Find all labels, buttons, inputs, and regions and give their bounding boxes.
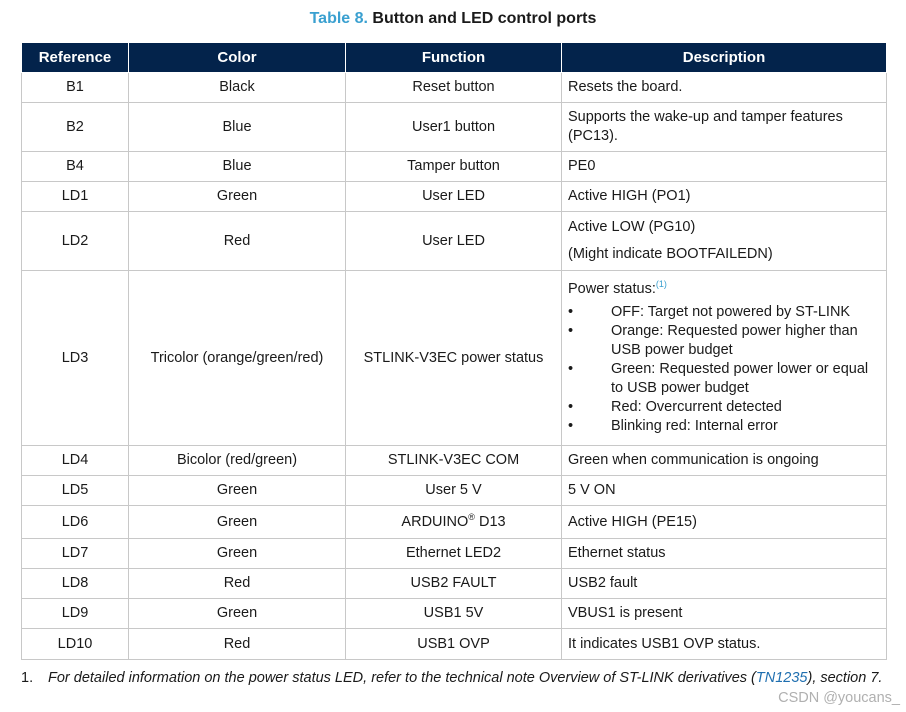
- cell-function: USB1 5V: [346, 599, 562, 629]
- list-item: • Orange: Requested power higher than USB power budget: [568, 322, 880, 360]
- cell-function: User1 button: [346, 103, 562, 152]
- cell-function: Reset button: [346, 73, 562, 103]
- table-row: [22, 152, 887, 182]
- header-row: [22, 43, 887, 73]
- cell-function: Tamper button: [346, 152, 562, 182]
- cell-color: Red: [129, 569, 346, 599]
- cell-description: Ethernet status: [562, 539, 887, 569]
- cell-color: Tricolor (orange/green/red): [129, 271, 346, 446]
- watermark: CSDN @youcans_: [778, 690, 900, 706]
- cell-reference: B2: [22, 103, 129, 152]
- cell-description: Active HIGH (PE15): [562, 506, 887, 539]
- footnote-number: 1.: [21, 670, 34, 686]
- cell-color: Blue: [129, 103, 346, 152]
- cell-reference: B4: [22, 152, 129, 182]
- cell-description: Resets the board.: [562, 73, 887, 103]
- footnote-marker: (1): [655, 279, 667, 290]
- footnote-text-before: For detailed information on the power status LED, refer to the technical note Overview of ST-LINK derivatives (: [48, 670, 756, 686]
- cell-reference: LD4: [22, 446, 129, 476]
- table-row: [22, 73, 887, 103]
- cell-function: [346, 506, 562, 539]
- table-row: [22, 629, 887, 660]
- header-function: Function: [346, 43, 562, 73]
- cell-color: Blue: [129, 152, 346, 182]
- table-row: [22, 271, 887, 446]
- cell-reference: LD9: [22, 599, 129, 629]
- description-line: Active LOW (PG10): [568, 219, 696, 235]
- cell-color: Red: [129, 212, 346, 271]
- cell-function: STLINK-V3EC power status: [346, 271, 562, 446]
- cell-reference: LD6: [22, 506, 129, 539]
- cell-reference: LD10: [22, 629, 129, 660]
- cell-color: Black: [129, 73, 346, 103]
- cell-color: Red: [129, 629, 346, 660]
- cell-reference: B1: [22, 73, 129, 103]
- description-heading-text: Power status:: [568, 281, 656, 297]
- table-row: [22, 476, 887, 506]
- cell-reference: LD2: [22, 212, 129, 271]
- cell-reference: LD3: [22, 271, 129, 446]
- table-row: [22, 103, 887, 152]
- cell-function: USB2 FAULT: [346, 569, 562, 599]
- cell-description: Active HIGH (PO1): [562, 182, 887, 212]
- registered-mark: ®: [468, 511, 475, 522]
- list-item: • Green: Requested power lower or equal to USB power budget: [568, 360, 880, 398]
- table-row: [22, 506, 887, 539]
- cell-color: Green: [129, 539, 346, 569]
- tn1235-link[interactable]: TN1235: [755, 670, 808, 686]
- cell-description: 5 V ON: [562, 476, 887, 506]
- function-suffix: D13: [474, 513, 506, 530]
- table-number: Table 8.: [309, 10, 368, 27]
- cell-reference: LD8: [22, 569, 129, 599]
- control-ports-table: [21, 42, 887, 660]
- cell-function: User LED: [346, 182, 562, 212]
- cell-description: [562, 212, 887, 271]
- cell-color: Green: [129, 476, 346, 506]
- footnote-text: [48, 668, 886, 688]
- cell-function: Ethernet LED2: [346, 539, 562, 569]
- table-row: [22, 212, 887, 271]
- cell-description: Green when communication is ongoing: [562, 446, 887, 476]
- function-text: ARDUINO: [401, 513, 469, 530]
- cell-description: [562, 271, 887, 446]
- power-status-list: [568, 303, 880, 436]
- table-row: [22, 539, 887, 569]
- cell-color: Green: [129, 182, 346, 212]
- cell-description: VBUS1 is present: [562, 599, 887, 629]
- cell-function: User 5 V: [346, 476, 562, 506]
- cell-reference: LD1: [22, 182, 129, 212]
- cell-function: USB1 OVP: [346, 629, 562, 660]
- table-caption: [0, 10, 906, 28]
- header-description: Description: [562, 43, 887, 73]
- table-row: [22, 446, 887, 476]
- list-item: • Red: Overcurrent detected: [568, 398, 880, 417]
- header-color: Color: [129, 43, 346, 73]
- footnote-text-after: ), section 7.: [807, 670, 883, 686]
- cell-color: Green: [129, 506, 346, 539]
- cell-reference: LD5: [22, 476, 129, 506]
- table-row: [22, 182, 887, 212]
- table-row: [22, 599, 887, 629]
- cell-description: PE0: [562, 152, 887, 182]
- cell-reference: LD7: [22, 539, 129, 569]
- footnote: [21, 668, 886, 688]
- cell-description: Supports the wake-up and tamper features (PC13).: [562, 103, 887, 152]
- list-item: • OFF: Target not powered by ST-LINK: [568, 303, 880, 322]
- cell-color: Bicolor (red/green): [129, 446, 346, 476]
- cell-description: USB2 fault: [562, 569, 887, 599]
- cell-color: Green: [129, 599, 346, 629]
- description-line: (Might indicate BOOTFAILEDN): [568, 246, 773, 262]
- cell-function: User LED: [346, 212, 562, 271]
- header-reference: Reference: [22, 43, 129, 73]
- description-heading: [568, 280, 880, 299]
- table-title: Button and LED control ports: [372, 10, 597, 27]
- list-item: • Blinking red: Internal error: [568, 417, 880, 436]
- cell-function: STLINK-V3EC COM: [346, 446, 562, 476]
- table-row: [22, 569, 887, 599]
- cell-description: It indicates USB1 OVP status.: [562, 629, 887, 660]
